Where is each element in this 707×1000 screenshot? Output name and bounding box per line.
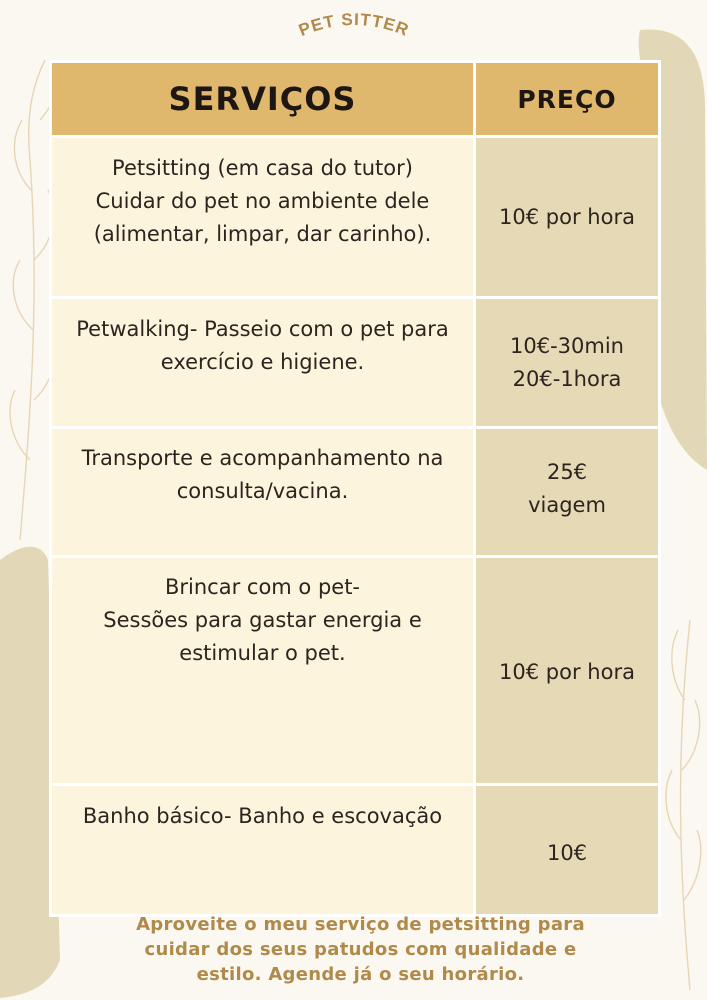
header-services: SERVIÇOS	[51, 62, 475, 137]
price-cell	[475, 557, 660, 785]
services-price-table	[49, 60, 661, 917]
price-text: 25€ viagem	[528, 460, 606, 517]
brand-text: PET SITTER	[296, 9, 412, 41]
service-text: Transporte e acompanhamento na consulta/vacina.	[81, 446, 444, 503]
price-cell	[475, 785, 660, 916]
service-cell	[51, 557, 475, 785]
table-header-row	[51, 62, 660, 137]
table-row	[51, 785, 660, 916]
table-row	[51, 298, 660, 428]
price-text: 10€ por hora	[499, 204, 635, 229]
service-text: Brincar com o pet- Sessões para gastar energia e estimular o pet.	[103, 575, 422, 665]
table-row	[51, 428, 660, 557]
svg-text:PET SITTER	[296, 10, 412, 40]
service-text: Petwalking- Passeio com o pet para exercício e higiene.	[76, 317, 449, 374]
price-cell	[475, 298, 660, 428]
service-text: Banho básico- Banho e escovação	[82, 804, 443, 828]
service-text: Petsitting (em casa do tutor) Cuidar do pet no ambiente dele (alimentar, limpar, dar carinho).	[93, 156, 432, 246]
service-cell	[51, 428, 475, 557]
table-row	[51, 557, 660, 785]
price-cell	[475, 137, 660, 298]
footer-message: Aproveite o meu serviço de petsitting para cuidar dos seus patudos com qualidade e estilo. Agende já o seu horário.	[136, 914, 585, 985]
price-text: 10€ por hora	[499, 660, 635, 684]
price-text: 10€-30min 20€-1hora	[510, 333, 624, 391]
price-text: 10€	[546, 840, 588, 865]
service-cell	[51, 298, 475, 428]
header-price: PREÇO	[475, 62, 660, 137]
service-cell	[51, 137, 475, 298]
brand-title	[0, 0, 707, 60]
table-row	[51, 137, 660, 298]
price-cell	[475, 428, 660, 557]
service-cell	[51, 785, 475, 916]
